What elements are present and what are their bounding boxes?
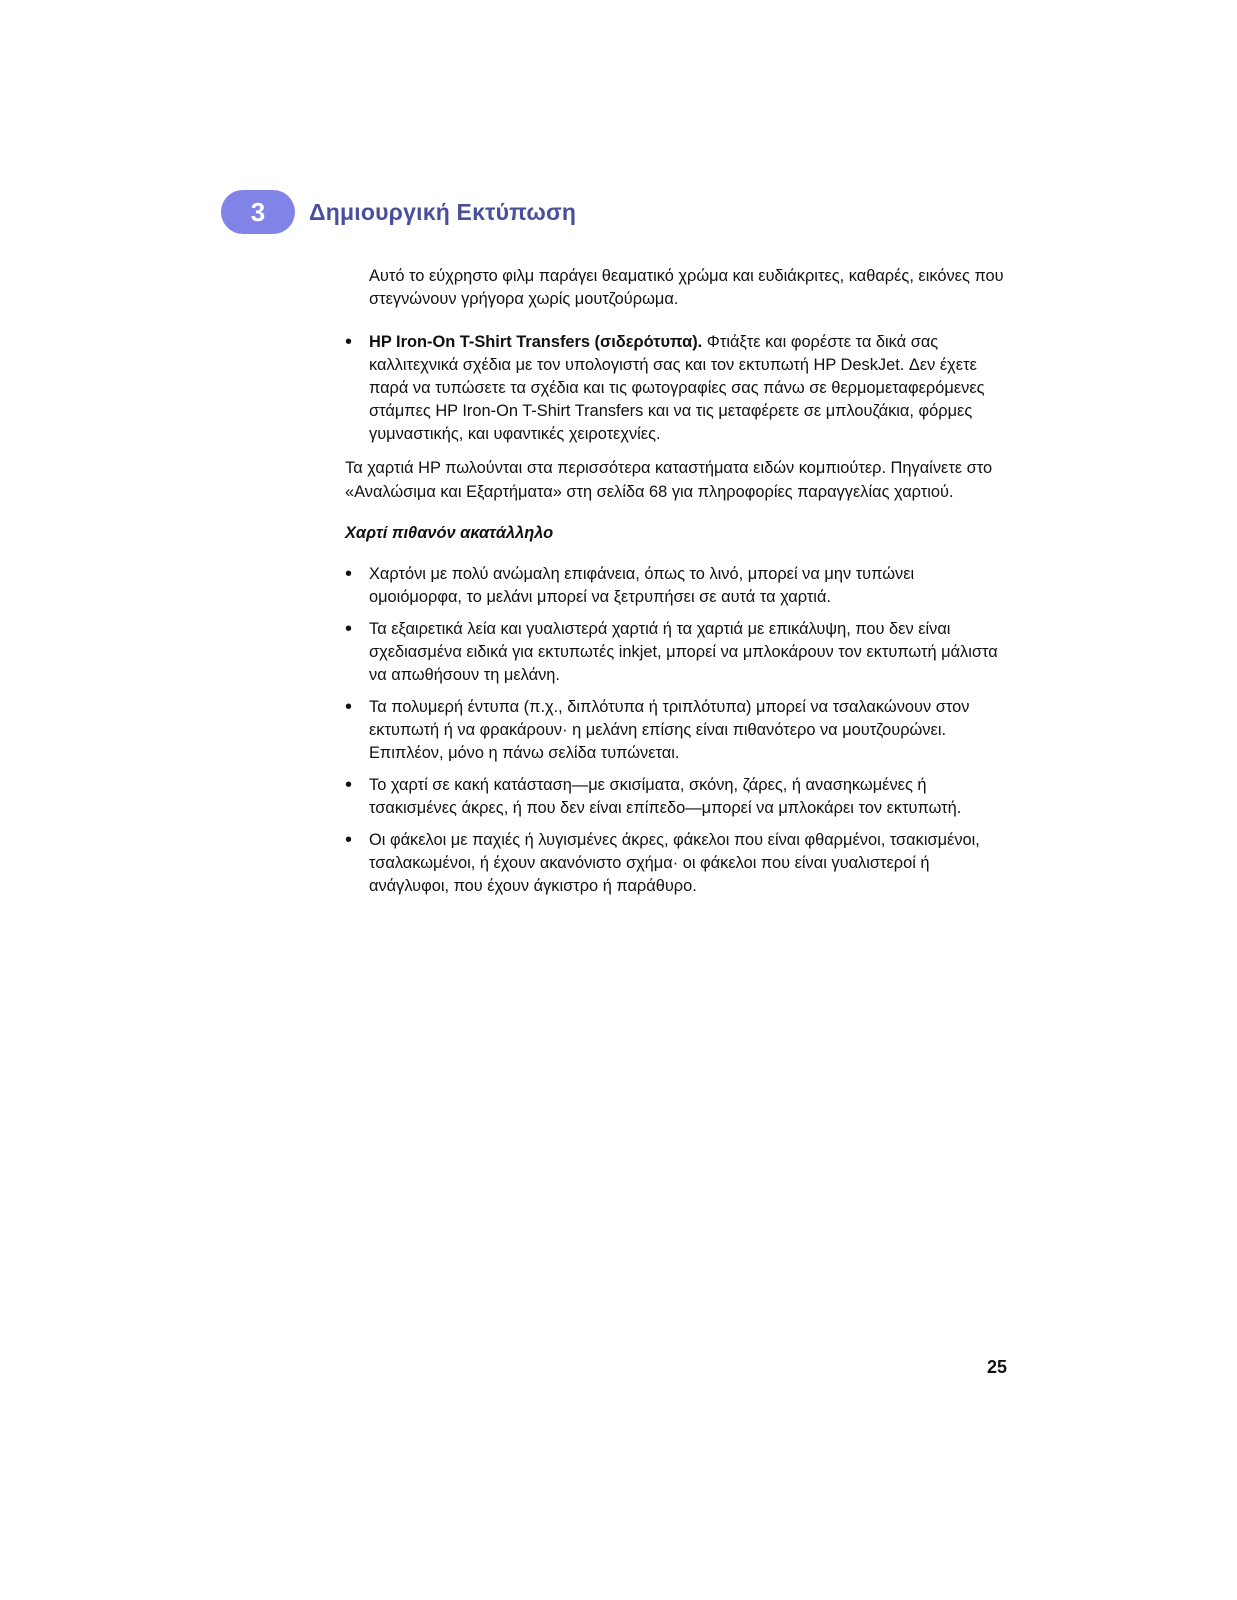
paper-sales-paragraph: Τα χαρτιά HP πωλούνται στα περισσότερα καταστήματα ειδών κομπιούτερ. Πηγαίνετε στο «Αναλώσιμα και Εξαρτήματα» στη σελίδα 68 για πληροφορίες παραγγελίας χαρτιού. (345, 459, 993, 501)
chapter-number-badge: 3 (221, 190, 295, 234)
list-item-text: Τα πολυμερή έντυπα (π.χ., διπλότυπα ή τριπλότυπα) μπορεί να τσαλακώνουν στον εκτυπωτή ή να φρακάρουν· η μελάνη επίσης είναι πιθανότερο να μουτζουρώνει. Επιπλέον, μόνο η πάνω σελίδα τυπώνεται. (369, 698, 970, 762)
transfer-list (345, 331, 1005, 446)
list-item (345, 696, 1005, 765)
bullet-icon: • (345, 829, 353, 851)
list-item (345, 618, 1005, 687)
chapter-header (221, 190, 576, 234)
bullet-icon: • (345, 563, 353, 585)
unsuitable-paper-heading: Χαρτί πιθανόν ακατάλληλο (345, 524, 554, 542)
list-item-text: Το χαρτί σε κακή κατάσταση—με σκισίματα, σκόνη, ζάρες, ή ανασηκωμένες ή τσακισμένες άκρες, ή που δεν είναι επίπεδο—μπορεί να μπλοκάρει τον εκτυπωτή. (369, 776, 962, 817)
list-item (345, 829, 1005, 898)
list-item-text: Χαρτόνι με πολύ ανώμαλη επιφάνεια, όπως το λινό, μπορεί να μην τυπώνει ομοιόμορφα, το μελάνι μπορεί να ξετρυπήσει σε αυτά τα χαρτιά. (369, 565, 915, 606)
page-number: 25 (987, 1357, 1008, 1377)
iron-on-bold-lead: HP Iron-On T-Shirt Transfers (σιδερότυπα). (369, 333, 703, 351)
list-item (345, 774, 1005, 820)
list-item-text: Τα εξαιρετικά λεία και γυαλιστερά χαρτιά ή τα χαρτιά με επικάλυψη, που δεν είναι σχεδιασμένα ειδικά για εκτυπωτές inkjet, μπορεί να μπλοκάρουν τον εκτυπωτή μάλιστα να απωθήσουν τη μελάνη. (369, 620, 998, 684)
bullet-icon: • (345, 774, 353, 796)
list-item (345, 563, 1005, 609)
list-item-iron-on (345, 331, 1005, 446)
bullet-icon: • (345, 331, 353, 353)
bullet-icon: • (345, 618, 353, 640)
page-content (345, 265, 1005, 907)
bullet-icon: • (345, 696, 353, 718)
list-item-text: Οι φάκελοι με παχιές ή λυγισμένες άκρες, φάκελοι που είναι φθαρμένοι, τσακισμένοι, τσαλακωμένοι, ή έχουν ακανόνιστο σχήμα· οι φάκελοι που είναι γυαλιστεροί ή ανάγλυφοι, που έχουν άγκιστρο ή παράθυρο. (369, 831, 980, 895)
unsuitable-paper-list (345, 563, 1005, 898)
chapter-title: Δημιουργική Εκτύπωση (309, 198, 577, 225)
intro-paragraph: Αυτό το εύχρηστο φιλμ παράγει θεαματικό χρώμα και ευδιάκριτες, καθαρές, εικόνες που στεγνώνουν γρήγορα χωρίς μουτζούρωμα. (369, 267, 1004, 308)
iron-on-text: Φτιάξτε και φορέστε τα δικά σας καλλιτεχνικά σχέδια με τον υπολογιστή σας και τον εκτυπωτή HP DeskJet. Δεν έχετε παρά να τυπώσετε τα σχέδια και τις φωτογραφίες σας πάνω σε θερμομεταφερόμενες στάμπες HP Iron-On T-Shirt Transfers και να τις μεταφέρετε σε μπλουζάκια, φόρμες γυμναστικής, και υφαντικές χειροτεχνίες. (369, 333, 985, 443)
